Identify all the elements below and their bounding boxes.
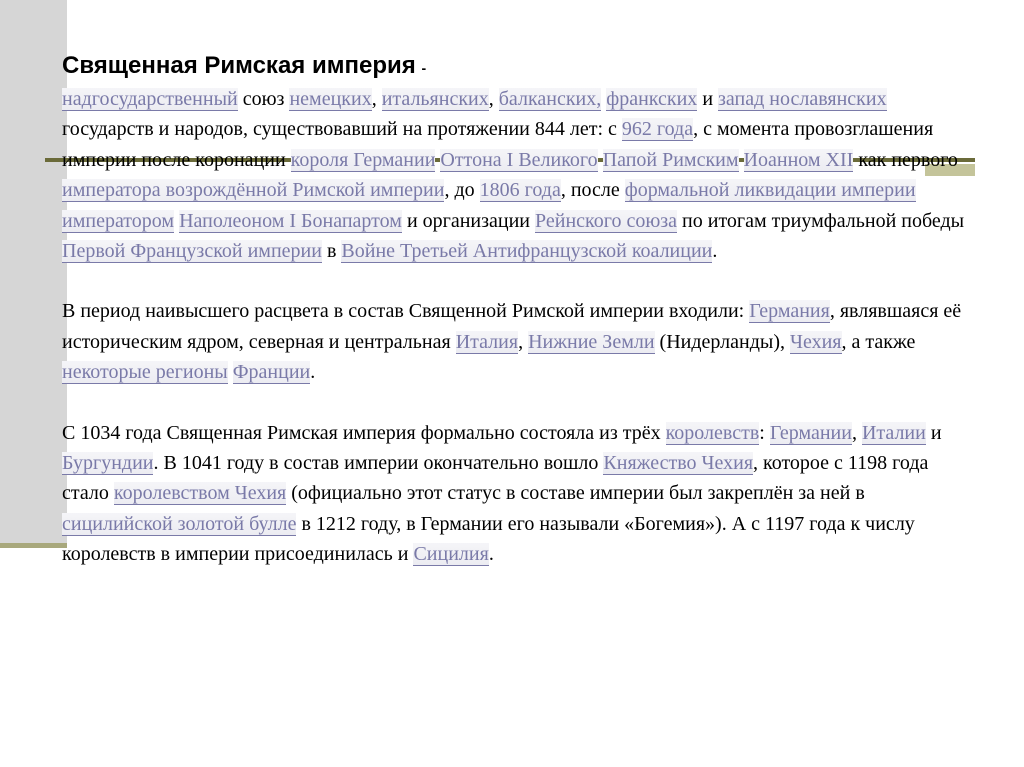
text-run: и — [697, 88, 719, 110]
text-run: союз — [237, 88, 290, 110]
wiki-link[interactable]: Оттона I Великого — [440, 148, 598, 171]
text-run: , являвшаяся её историческим ядром, северная и центральная — [62, 300, 962, 353]
wiki-link[interactable]: сицилийской золотой булле — [62, 512, 297, 535]
paragraph-gap — [62, 388, 972, 418]
text-run: . — [310, 361, 316, 384]
wiki-link[interactable]: Италия — [455, 330, 519, 353]
wiki-link[interactable]: Папой Римским — [602, 148, 739, 171]
title-dash: - — [421, 60, 427, 76]
text-run — [739, 149, 744, 171]
wiki-link[interactable]: немецких — [289, 88, 372, 110]
text-run: . — [488, 543, 494, 566]
paragraph-gap — [62, 266, 972, 296]
text-run: в 1212 году, в Германии его называли «Богемия»). А с 1197 года к числу королевств в империи присоединилась и — [62, 512, 915, 566]
wiki-link[interactable]: Иоанном XII — [743, 148, 854, 171]
wiki-link[interactable]: запад нославянских — [718, 88, 887, 110]
wiki-link[interactable]: формальной ликвидации империи — [624, 179, 916, 202]
wiki-link[interactable]: короля Германии — [290, 148, 436, 171]
paragraph-kingdoms — [62, 418, 972, 570]
wiki-link[interactable]: императора возрождённой Римской империи — [62, 179, 445, 202]
text-run: (Нидерланды), — [654, 330, 790, 353]
wiki-link[interactable]: императором — [62, 209, 175, 232]
wiki-link[interactable]: некоторые регионы — [62, 361, 228, 384]
wiki-link[interactable]: Наполеоном I Бонапартом — [179, 209, 402, 232]
wiki-link[interactable]: Франции — [232, 361, 311, 384]
wiki-link[interactable]: итальянских — [381, 88, 489, 110]
text-run: в — [321, 240, 342, 263]
left-decorative-bar — [0, 0, 67, 548]
left-bar-accent-line — [0, 543, 67, 548]
text-run: . В 1041 году в состав империи окончательно вошло — [153, 452, 604, 475]
text-run: . — [712, 240, 718, 263]
wiki-link[interactable]: Нижние Земли — [528, 330, 655, 353]
wiki-link[interactable]: королевств — [665, 421, 760, 444]
text-run: , — [851, 421, 862, 444]
wiki-link[interactable]: Сицилия — [413, 543, 489, 566]
text-run: по итогам триумфальной победы — [677, 209, 965, 232]
paragraph-composition — [62, 296, 972, 387]
text-run: : — [759, 421, 770, 444]
wiki-link[interactable]: надгосударственный — [62, 88, 238, 110]
article-body — [62, 50, 972, 570]
page-title: Священная Римская империя — [62, 52, 416, 79]
text-run: , — [371, 88, 382, 110]
text-run: (официально этот статус в составе империи был закреплён за ней в — [286, 482, 865, 505]
wiki-link[interactable]: Италии — [861, 421, 926, 444]
wiki-link[interactable]: Германии — [769, 421, 852, 444]
text-run: , с момента провозглашения империи после коронации — [62, 118, 934, 171]
text-run: государств и народов, существовавший на протяжении 844 лет: с — [62, 118, 622, 141]
wiki-link[interactable]: 1806 года — [479, 179, 561, 202]
wiki-link[interactable]: Княжество Чехия — [603, 452, 754, 475]
wiki-link[interactable]: Рейнского союза — [535, 209, 678, 232]
text-run: , — [488, 88, 499, 110]
text-run — [228, 361, 233, 383]
text-run: и организации — [401, 209, 536, 232]
wiki-link[interactable]: Войне Третьей Антифранцузской коалиции — [341, 240, 713, 263]
wiki-link[interactable]: балканских, — [498, 88, 602, 110]
text-run: В период наивысшего расцвета в состав Священной Римской империи входили: — [62, 300, 750, 323]
wiki-link[interactable]: Германия — [749, 300, 830, 323]
text-run: , после — [560, 179, 625, 202]
text-run: как первого — [853, 148, 958, 171]
wiki-link[interactable]: Первой Французской империи — [62, 240, 322, 263]
text-run: , до — [444, 179, 480, 202]
wiki-link[interactable]: королевством Чехия — [113, 482, 287, 505]
wiki-link[interactable]: Чехия — [789, 330, 842, 353]
text-run — [598, 149, 603, 171]
wiki-link[interactable]: 962 года — [621, 118, 694, 141]
text-run: , которое с 1198 года стало — [62, 452, 929, 505]
text-run: и — [925, 421, 942, 444]
text-run: , а также — [841, 330, 916, 353]
wiki-link[interactable]: Бургундии — [62, 452, 154, 475]
wiki-link[interactable]: франкских — [606, 88, 698, 110]
title-row — [62, 50, 972, 84]
text-run: С 1034 года Священная Римская империя формально состояла из трёх — [62, 421, 666, 444]
paragraph-definition — [62, 84, 972, 266]
text-run: , — [518, 330, 529, 353]
